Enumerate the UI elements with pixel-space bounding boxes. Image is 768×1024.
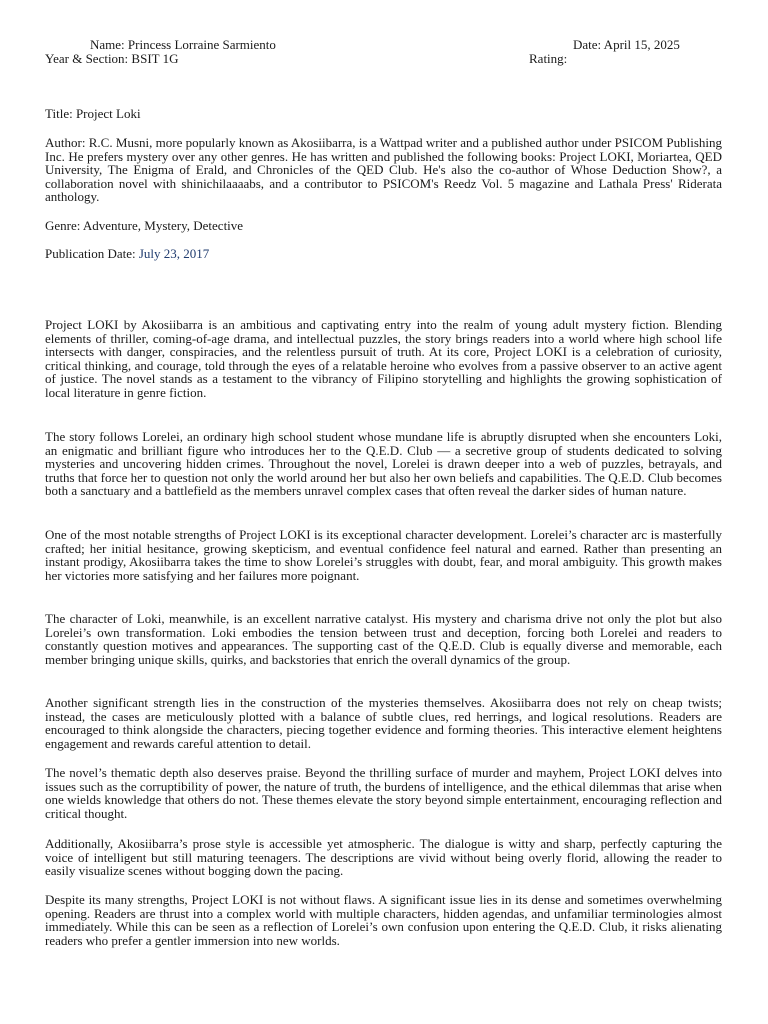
book-title: Title: Project Loki [45,106,141,121]
year-section: Year & Section: BSIT 1G [45,51,179,66]
publication-date-value: July 23, 2017 [138,246,210,261]
review-paragraph: The story follows Lorelei, an ordinary high school student whose mundane life is abruptly disrupted when she encounters Loki, an enigmatic and brilliant figure who introduces her to the Q.E.D. Club — a secretive group of students dedicated to solving mysteries and uncovering hidden crimes. Throughout the novel, Lorelei is drawn deeper into a web of puzzles, betrayals, and truths that force her to question not only the world around her but also her own beliefs and capabilities. The Q.E.D. Club becomes both a sanctuary and a battlefield as the members unravel complex cases that often reveal the darker sides of human nature. [45,429,722,499]
review-paragraph: Another significant strength lies in the construction of the mysteries themselves. Akosiibarra does not rely on cheap twists; instead, the cases are meticulously plotted with a balance of subtle clues, red herrings, and logical resolutions. Readers are encouraged to think alongside the characters, piecing together evidence and forming theories. This interactive element heightens engagement and rewards careful attention to detail. [45,695,722,751]
review-paragraph: Additionally, Akosiibarra’s prose style is accessible yet atmospheric. The dialogue is witty and sharp, perfectly capturing the voice of intelligent but still maturing teenagers. The descriptions are vivid without being overly florid, allowing the reader to easily visualize scenes without bogging down the pacing. [45,836,722,879]
review-date: Date: April 15, 2025 [573,37,680,52]
review-paragraph: Despite its many strengths, Project LOKI is not without flaws. A significant issue lies in its dense and sometimes overwhelming opening. Readers are thrust into a complex world with multiple characters, hidden agendas, and unfamiliar terminologies almost immediately. While this can be seen as a reflection of Lorelei’s own confusion upon entering the Q.E.D. Club, it risks alienating readers who prefer a gentler immersion into new worlds. [45,892,722,948]
author-info: Author: R.C. Musni, more popularly known as Akosiibarra, is a Wattpad writer and a published author under PSICOM Publishing Inc. He prefers mystery over any other genres. He has written and published the following books: Project LOKI, Moriartea, QED University, The Enigma of Erald, and Chronicles of the QED Club. He's also the co-author of Whose Deduction Show?, a collaboration novel with shinichilaaaabs, and a contributor to PSICOM's Reedz Vol. 5 magazine and Lathala Press' Riderata anthology. [45,135,722,205]
publication-date [45,247,722,261]
rating-label: Rating: [529,51,568,66]
publication-label: Publication Date: [45,246,139,261]
review-paragraph: Project LOKI by Akosiibarra is an ambitious and captivating entry into the realm of young adult mystery fiction. Blending elements of thriller, coming-of-age drama, and intellectual puzzles, the story brings readers into a world where high school life intersects with danger, conspiracies, and the relentless pursuit of truth. At its core, Project LOKI is a celebration of curiosity, critical thinking, and courage, told through the eyes of a relatable heroine who evolves from a passive observer to an active agent of justice. The novel stands as a testament to the vibrancy of Filipino storytelling and highlights the growing sophistication of local literature in genre fiction. [45,317,722,400]
review-paragraph: One of the most notable strengths of Project LOKI is its exceptional character development. Lorelei’s character arc is masterfully crafted; her initial hesitance, growing skepticism, and eventual confidence feel natural and earned. Rather than presenting an instant prodigy, Akosiibarra takes the time to show Lorelei’s struggles with doubt, fear, and moral ambiguity. This growth makes her victories more satisfying and her failures more poignant. [45,527,722,583]
genre: Genre: Adventure, Mystery, Detective [45,218,244,233]
student-name: Name: Princess Lorraine Sarmiento [90,37,276,52]
review-paragraph: The novel’s thematic depth also deserves praise. Beyond the thrilling surface of murder and mayhem, Project LOKI delves into issues such as the corruptibility of power, the nature of truth, the burdens of intelligence, and the ethical dilemmas that arise when one wields knowledge that others do not. These themes elevate the story beyond simple entertainment, encouraging reflection and critical thought. [45,765,722,821]
review-paragraph: The character of Loki, meanwhile, is an excellent narrative catalyst. His mystery and charisma drive not only the plot but also Lorelei’s own transformation. Loki embodies the tension between trust and deception, forcing both Lorelei and readers to constantly question motives and appearances. The supporting cast of the Q.E.D. Club is equally diverse and memorable, each member bringing unique skills, quirks, and backstories that enrich the overall dynamics of the group. [45,611,722,667]
